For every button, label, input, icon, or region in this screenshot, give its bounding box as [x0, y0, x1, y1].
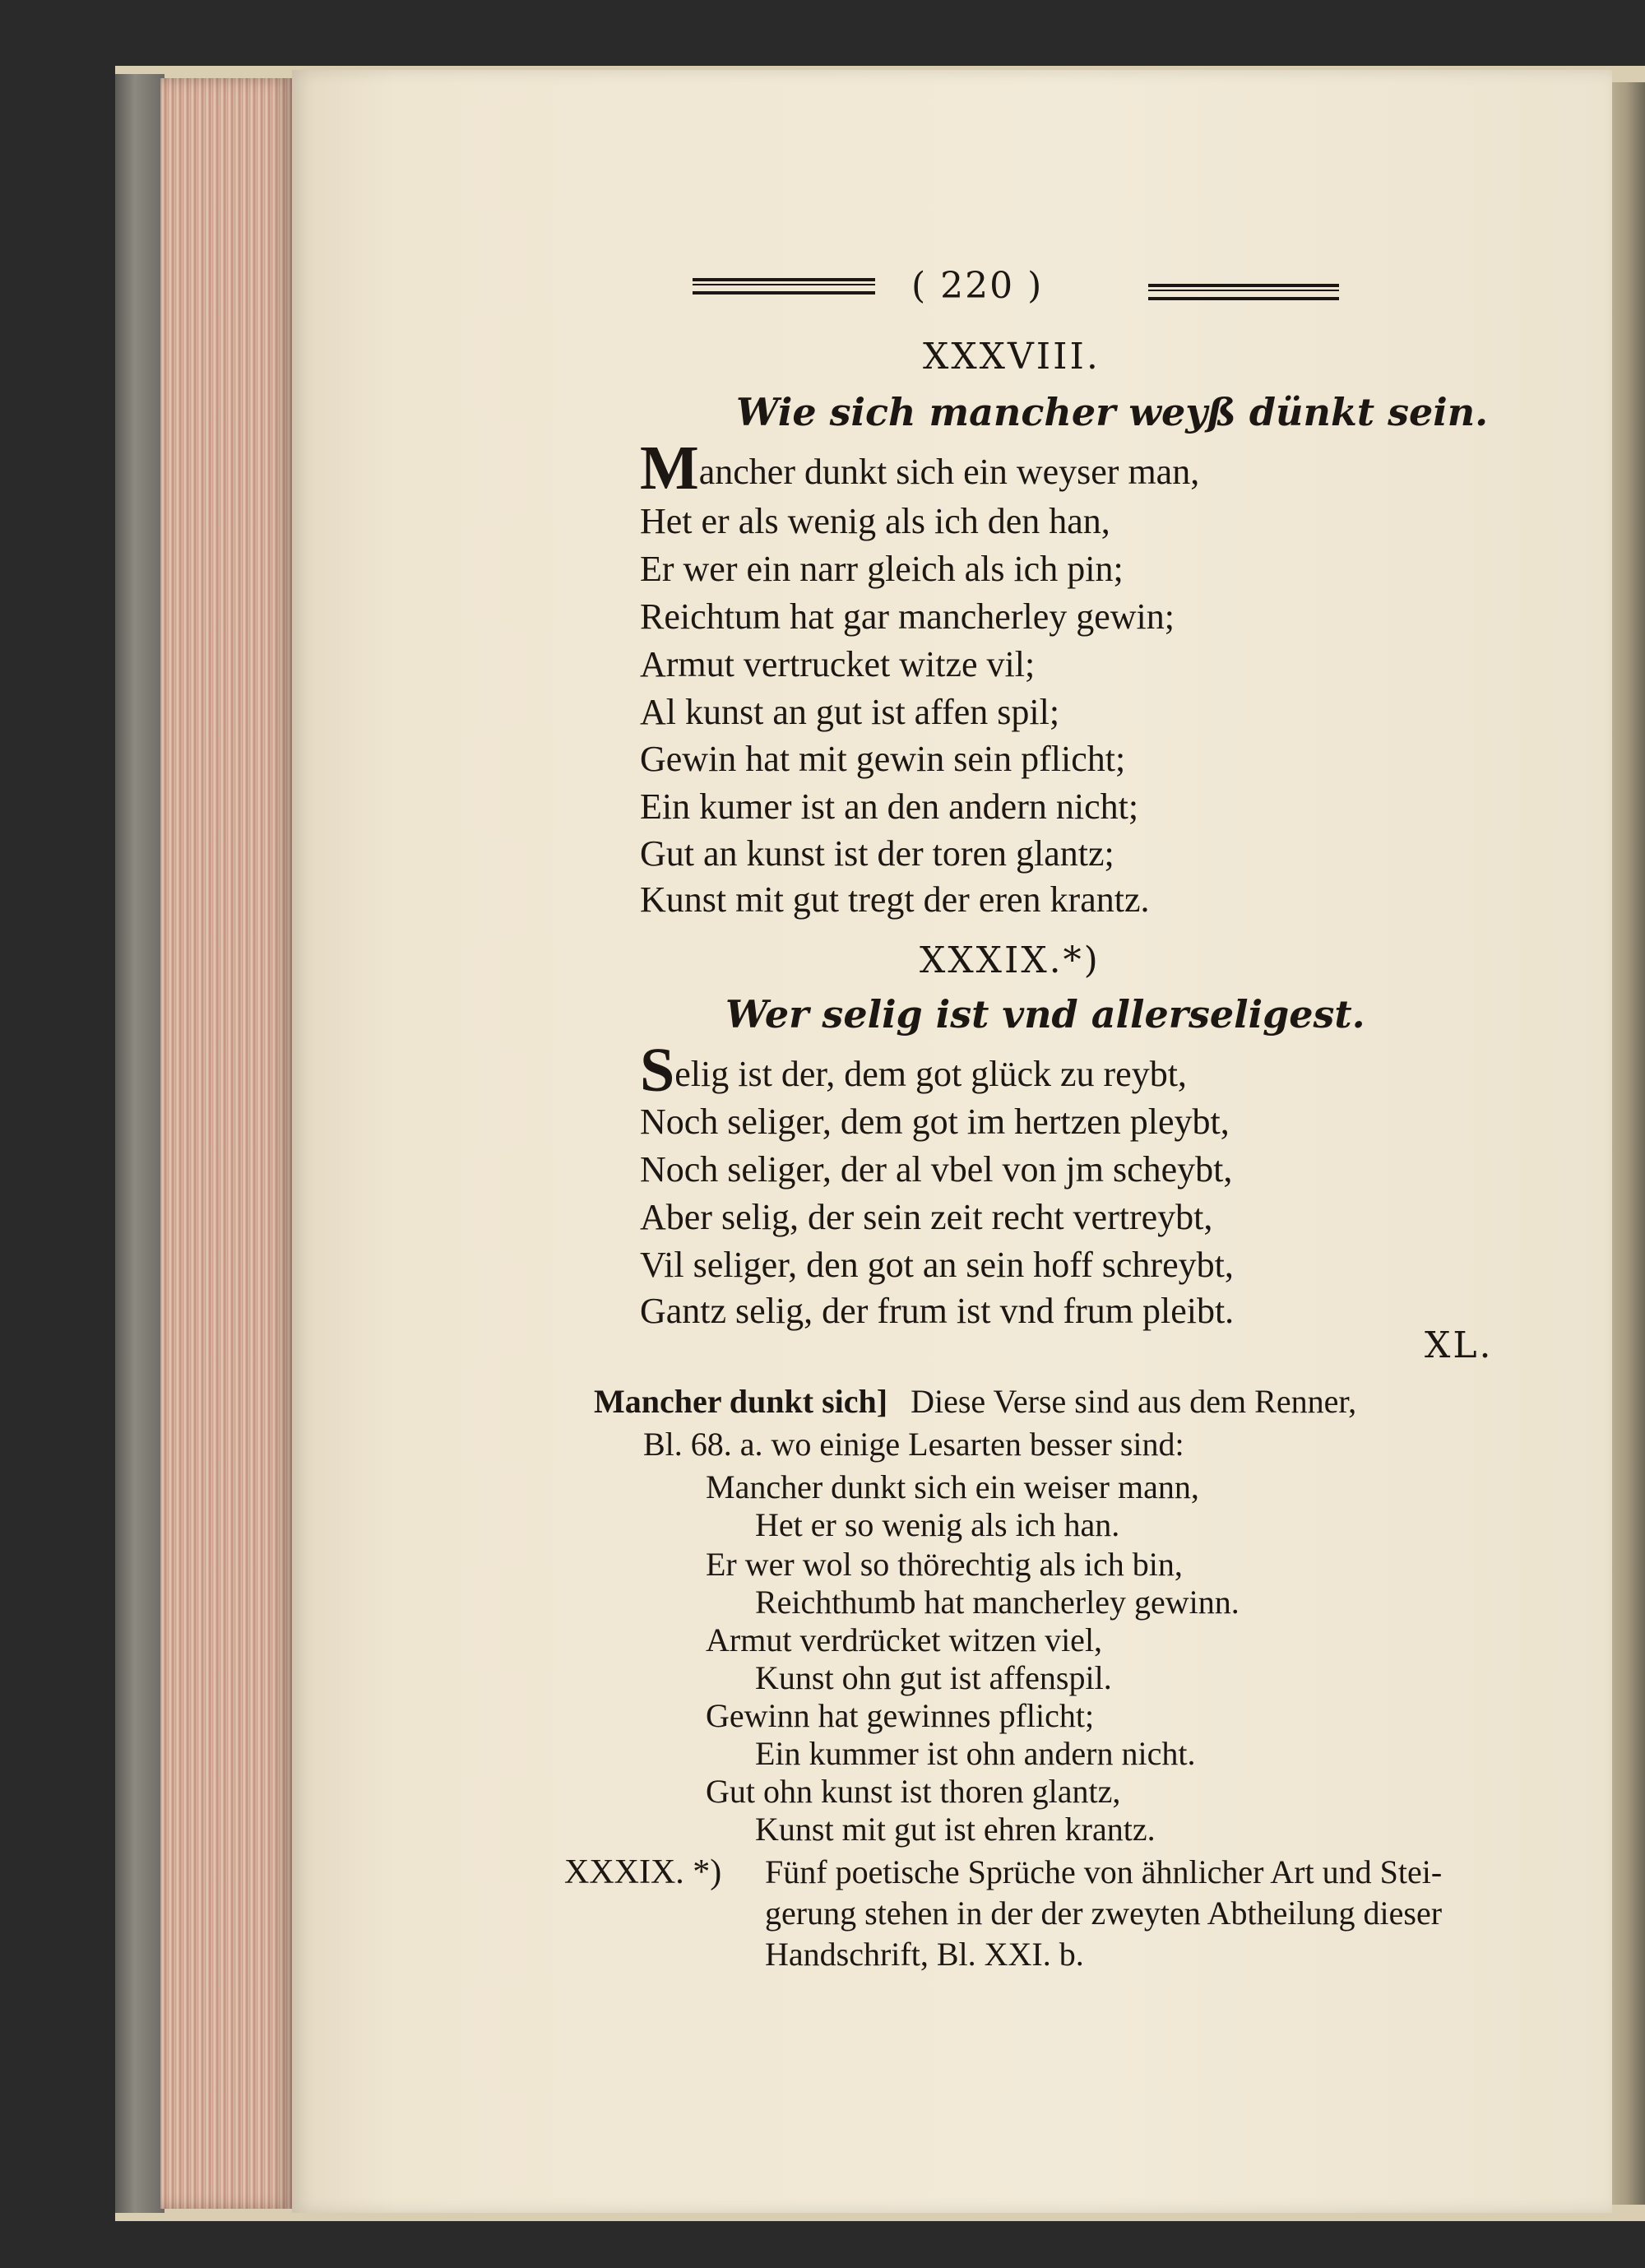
poem2-line: Gantz selig, der frum ist vnd frum pleibt. — [640, 1291, 1235, 1331]
header-rule-right — [1148, 284, 1339, 300]
page-edges — [160, 78, 292, 2209]
poem2-title: Wer selig ist vnd allerseligest. — [725, 992, 1365, 1037]
poem2-line: Noch seliger, der al vbel von jm scheybt, — [640, 1149, 1233, 1190]
poem2-line: Aber selig, der sein zeit recht vertreybt, — [640, 1197, 1213, 1237]
poem1-drop-cap: M — [640, 434, 699, 503]
catchword: XL. — [1425, 1324, 1494, 1366]
poem2-line: Selig ist der, dem got glück zu reybt, — [640, 1036, 1187, 1105]
poem1-line: Ein kumer ist an den andern nicht; — [640, 786, 1139, 827]
note2-line: Handschrift, Bl. XXI. b. — [765, 1936, 1084, 1973]
poem1-line: Kunst mit gut tregt der eren krantz. — [640, 879, 1150, 920]
book-right-edge — [1608, 82, 1645, 2205]
quote-line: Mancher dunkt sich ein weiser mann, — [706, 1468, 1199, 1505]
note2-line: gerung stehen in der der zweyten Abtheilung dieser — [765, 1895, 1443, 1932]
poem1-line: Gut an kunst ist der toren glantz; — [640, 833, 1114, 874]
note2-lemma: XXXIX. *) — [564, 1853, 722, 1891]
poem1-line: Gewin hat mit gewin sein pflicht; — [640, 739, 1126, 779]
note1-lemma: Mancher dunkt sich] — [594, 1383, 888, 1420]
quote-line: Reichthumb hat mancherley gewinn. — [755, 1584, 1240, 1621]
poem2-line: Noch seliger, dem got im hertzen pleybt, — [640, 1102, 1230, 1142]
poem1-line: Reichtum hat gar mancherley gewin; — [640, 596, 1175, 637]
quote-line: Kunst mit gut ist ehren krantz. — [755, 1811, 1156, 1848]
quote-line: Het er so wenig als ich han. — [755, 1506, 1120, 1543]
poem1-line: Het er als wenig als ich den han, — [640, 501, 1110, 541]
poem2-line: Vil seliger, den got an sein hoff schreybt, — [640, 1245, 1234, 1285]
header-rule-left — [693, 278, 875, 295]
note2-line: Fünf poetische Sprüche von ähnlicher Art und Stei- — [765, 1853, 1443, 1890]
quote-line: Gewinn hat gewinnes pflicht; — [706, 1697, 1095, 1734]
quote-line: Kunst ohn gut ist affenspil. — [755, 1659, 1112, 1696]
poem1-line: Al kunst an gut ist affen spil; — [640, 692, 1060, 732]
poem1-numeral: XXXVIII. — [923, 336, 1101, 378]
poem2-drop-cap: S — [640, 1036, 675, 1105]
book-cover-edge — [115, 74, 164, 2213]
poem1-line: Er wer ein narr gleich als ich pin; — [640, 549, 1124, 589]
note1-text: Diese Verse sind aus dem Renner, — [911, 1383, 1357, 1420]
quote-line: Armut verdrücket witzen viel, — [706, 1621, 1103, 1658]
page-number: ( 220 ) — [911, 265, 1044, 307]
poem1-line: Armut vertrucket witze vil; — [640, 644, 1036, 684]
poem1-line: Mancher dunkt sich ein weyser man, — [640, 434, 1200, 503]
note1-first-line — [594, 1382, 1356, 1421]
poem1-title: Wie sich mancher weyß dünkt sein. — [736, 390, 1489, 434]
quote-line: Er wer wol so thörechtig als ich bin, — [706, 1546, 1183, 1583]
note1-second-line: Bl. 68. a. wo einige Lesarten besser sind: — [643, 1426, 1184, 1463]
quote-line: Ein kummer ist ohn andern nicht. — [755, 1735, 1196, 1772]
poem2-numeral: XXXIX.*) — [920, 939, 1101, 981]
quote-line: Gut ohn kunst ist thoren glantz, — [706, 1773, 1121, 1810]
